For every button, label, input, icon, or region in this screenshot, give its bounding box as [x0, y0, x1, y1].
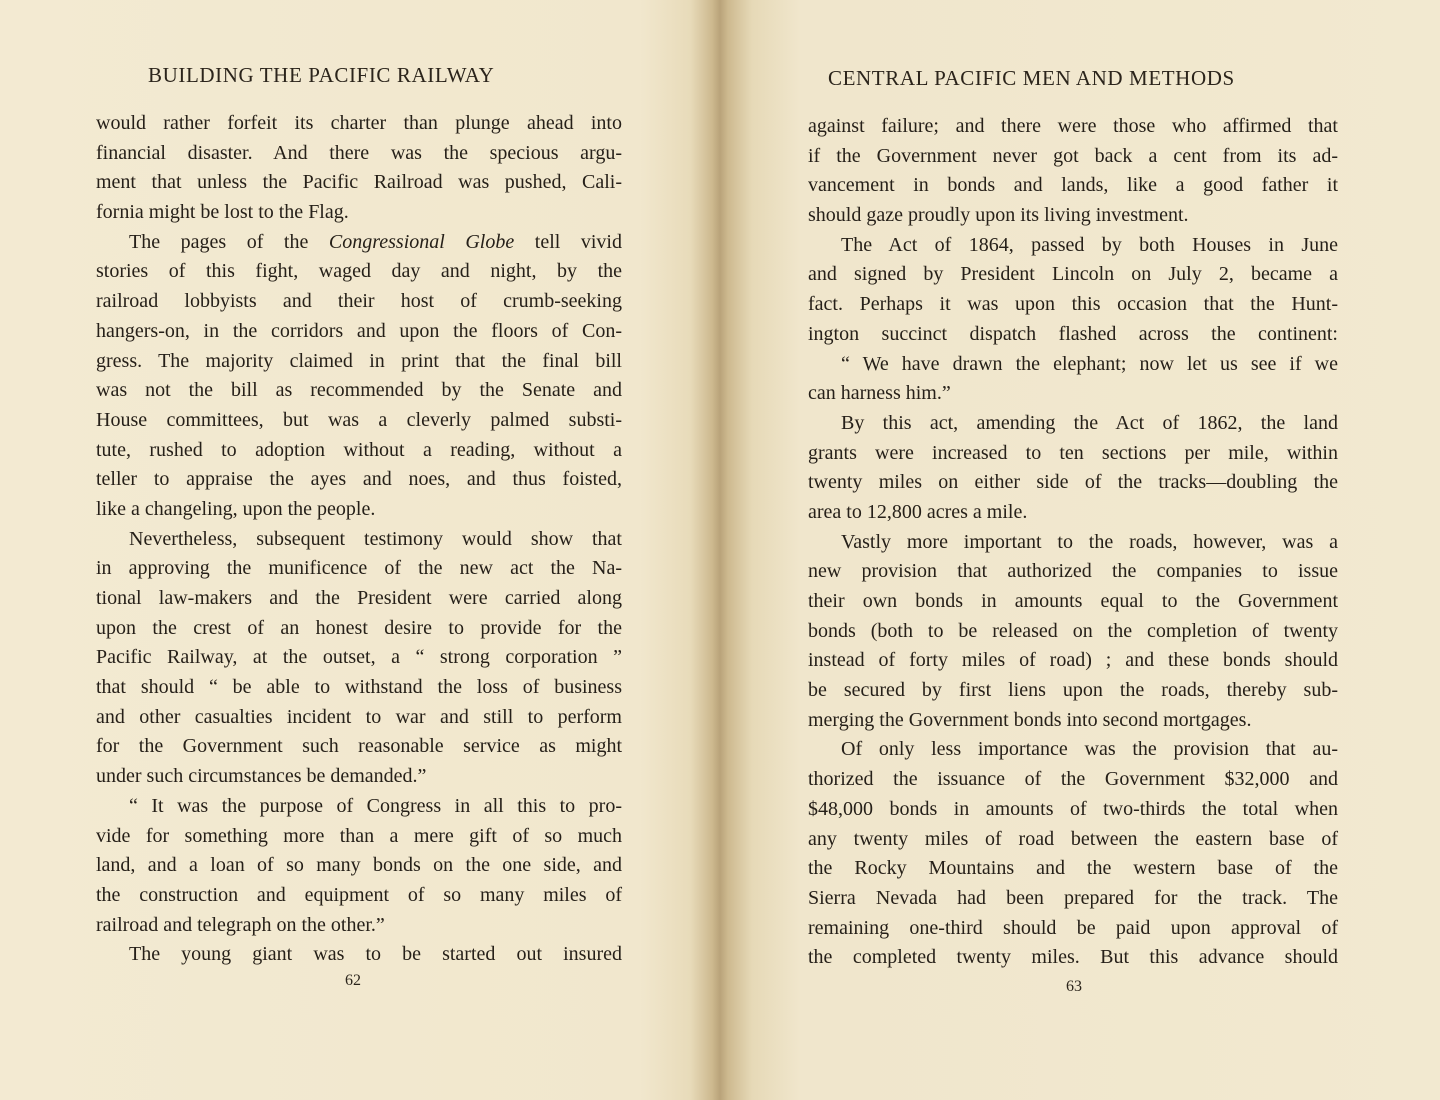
text-line: tute, rushed to adoption without a reading, without a — [96, 438, 622, 461]
text-line: instead of forty miles of road) ; and these bonds should — [808, 649, 1338, 672]
text-line: Pacific Railway, at the outset, a “ strong corporation ” — [96, 646, 622, 669]
text-line: “ It was the purpose of Congress in all this to pro- — [129, 794, 622, 817]
text-line: the Rocky Mountains and the western base of the — [808, 857, 1338, 880]
text-line: “ We have drawn the elephant; now let us see if we — [841, 352, 1338, 375]
text-line: The Act of 1864, passed by both Houses in June — [841, 233, 1338, 256]
text-line: against failure; and there were those who affirmed that — [808, 115, 1338, 137]
text-line: like a changeling, upon the people. — [96, 497, 376, 520]
text-line: ington succinct dispatch flashed across the continent: — [808, 322, 1338, 345]
text-line: area to 12,800 acres a mile. — [808, 500, 1028, 523]
text-after-title: tell vivid — [514, 230, 622, 253]
text-line: Nevertheless, subsequent testimony would show that — [129, 527, 622, 550]
text-line: $48,000 bonds in amounts of two-thirds the total when — [808, 797, 1338, 820]
text-line: under such circumstances be demanded.” — [96, 765, 427, 788]
text-line: the completed twenty miles. But this advance should — [808, 946, 1338, 969]
text-line: vancement in bonds and lands, like a good father it — [808, 174, 1338, 197]
text-line: that should “ be able to withstand the loss of business — [96, 676, 622, 699]
text-before-title: The pages of the — [129, 230, 329, 253]
text-line: and signed by President Lincoln on July 2, became a — [808, 263, 1338, 286]
text-line: Sierra Nevada had been prepared for the track. The — [808, 886, 1338, 909]
text-line: House committees, but was a cleverly palmed substi- — [96, 408, 622, 431]
text-line: merging the Government bonds into second mortgages. — [808, 708, 1252, 731]
body-text — [96, 109, 622, 970]
text-line: thorized the issuance of the Government $32,000 and — [808, 768, 1338, 791]
text-line: gress. The majority claimed in print that the final bill — [96, 349, 622, 372]
right-page — [720, 0, 1440, 1100]
text-line: land, and a loan of so many bonds on the one side, and — [96, 854, 622, 877]
text-line: was not the bill as recommended by the Senate and — [96, 379, 622, 402]
publication-title: Congressional Globe — [328, 230, 515, 253]
text-line: if the Government never got back a cent from its ad- — [808, 144, 1338, 167]
text-line: financial disaster. And there was the specious argu- — [96, 141, 622, 164]
text-line: new provision that authorized the companies to issue — [808, 560, 1338, 583]
text-line — [96, 228, 622, 258]
text-line: be secured by first liens upon the roads, thereby sub- — [808, 679, 1338, 702]
text-line: fact. Perhaps it was upon this occasion that the Hunt- — [808, 293, 1338, 316]
text-line: in approving the munificence of the new act the Na- — [96, 557, 622, 580]
text-line: grants were increased to ten sections per mile, within — [808, 441, 1338, 464]
body-text — [808, 112, 1338, 973]
text-line: any twenty miles of road between the eastern base of — [808, 827, 1338, 850]
text-line: for the Government such reasonable service as might — [96, 735, 622, 758]
text-line: stories of this fight, waged day and night, by the — [96, 260, 622, 283]
text-line: and other casualties incident to war and still to perform — [96, 705, 622, 728]
text-line: can harness him.” — [808, 382, 951, 405]
text-line: upon the crest of an honest desire to provide for the — [96, 616, 622, 639]
text-line: tional law-makers and the President were carried along — [96, 587, 622, 609]
text-line: The young giant was to be started out insured — [129, 943, 622, 966]
text-line: By this act, amending the Act of 1862, the land — [841, 411, 1338, 434]
text-line: vide for something more than a mere gift of so much — [96, 824, 622, 847]
running-head: CENTRAL PACIFIC MEN AND METHODS — [828, 66, 1235, 90]
text-line: the construction and equipment of so many miles of — [96, 883, 622, 906]
running-head: BUILDING THE PACIFIC RAILWAY — [148, 63, 495, 87]
text-line: would rather forfeit its charter than plunge ahead into — [96, 112, 622, 134]
text-line: Vastly more important to the roads, however, was a — [841, 530, 1338, 553]
text-line: railroad lobbyists and their host of crumb-seeking — [96, 290, 622, 313]
text-line: fornia might be lost to the Flag. — [96, 201, 349, 224]
text-line: teller to appraise the ayes and noes, and thus foisted, — [96, 468, 622, 491]
page-number: 63 — [1066, 978, 1082, 995]
text-line: should gaze proudly upon its living investment. — [808, 204, 1189, 227]
text-line: hangers-on, in the corridors and upon the floors of Con- — [96, 319, 622, 342]
text-line: bonds (both to be released on the completion of twenty — [808, 619, 1338, 642]
text-line: Of only less importance was the provision that au- — [841, 738, 1338, 761]
text-line: railroad and telegraph on the other.” — [96, 913, 385, 936]
text-line: remaining one-third should be paid upon approval of — [808, 916, 1338, 939]
page-number: 62 — [345, 972, 361, 989]
text-line: their own bonds in amounts equal to the Government — [808, 590, 1338, 612]
text-line: ment that unless the Pacific Railroad was pushed, Cali- — [96, 171, 622, 194]
text-line: twenty miles on either side of the tracks—doubling the — [808, 471, 1338, 494]
